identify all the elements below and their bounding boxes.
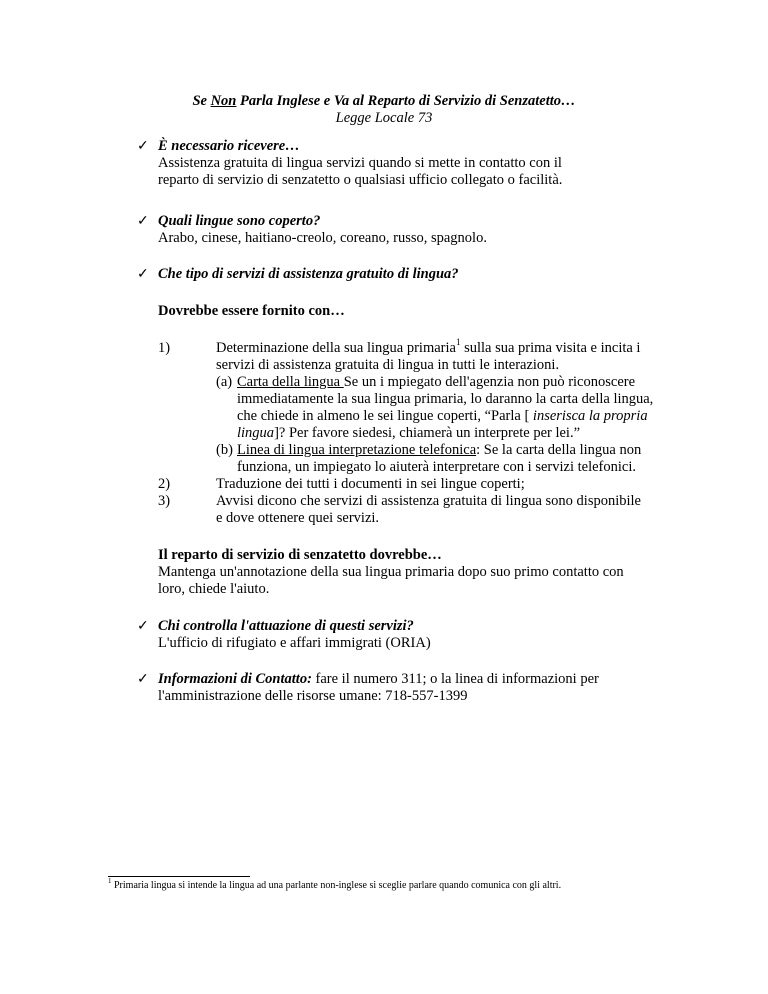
department-line2: loro, chiede l'aiuto. <box>158 581 270 597</box>
list-item-line: Avvisi dicono che servizi di assistenza gratuita di lingua sono disponibile <box>216 493 641 509</box>
footnote-ref: 1 <box>455 337 461 348</box>
list-item-line: servizi di assistenza gratuita di lingua in tutti le interazioni. <box>216 357 560 373</box>
title-underlined-word: Non <box>210 93 237 109</box>
section1-line1: Assistenza gratuita di lingua servizi quando si mette in contatto con il <box>158 155 562 171</box>
section2-answer: Arabo, cinese, haitiano-creolo, coreano, russo, spagnolo. <box>158 230 487 246</box>
list-item-number: 3) <box>158 493 171 509</box>
title-pre: Se <box>192 93 211 109</box>
department-line1: Mantenga un'annotazione della sua lingua primaria dopo suo primo contatto con <box>158 564 624 580</box>
checkmark-icon: ✓ <box>137 214 149 229</box>
checkmark-icon: ✓ <box>137 672 149 687</box>
section3-heading: Dovrebbe essere fornito con… <box>158 303 345 319</box>
checkmark-icon: ✓ <box>137 139 149 154</box>
section2-question: Quali lingue sono coperto? <box>158 213 321 229</box>
sub-item-a: (a) Carta della lingua Se un i mpiegato dell'agenzia non può riconoscere immediatamente la sua lingua primaria, lo daranno la carta della lingua, che chiede in almeno le sei lingue coperti, “Parla [ inserisca la propria lingua]? Per favore siedesi, chiamerà un interprete per lei.” <box>216 374 654 441</box>
footnote-divider <box>108 876 250 877</box>
document-title <box>0 93 768 110</box>
section4-answer: L'ufficio di rifugiato e affari immigrati (ORIA) <box>158 635 431 651</box>
section1-line2: reparto di servizio di senzatetto o qualsiasi ufficio collegato o facilità. <box>158 172 563 188</box>
checkmark-icon: ✓ <box>137 619 149 634</box>
section4-question: Chi controlla l'attuazione di questi servizi? <box>158 618 414 634</box>
checkmark-icon: ✓ <box>137 267 149 282</box>
list-item-line: e dove ottenere quei servizi. <box>216 510 380 526</box>
department-heading: Il reparto di servizio di senzatetto dovrebbe… <box>158 547 442 563</box>
telephone-interpretation-link: Linea di lingua interpretazione telefonica <box>237 442 477 458</box>
language-card-link: Carta della lingua <box>237 374 344 390</box>
contact-info-line2: l'amministrazione delle risorse umane: 718-557-1399 <box>158 688 468 704</box>
sub-item-b: (b) Linea di lingua interpretazione telefonica: Se la carta della lingua non funziona, un impiegato lo aiuterà interpretare con i servizi telefonici. <box>216 442 642 475</box>
footnote: $^1$ Primaria lingua si intende la lingua ad una parlante non-inglese si sceglie parlare quando comunica con gli altri. <box>108 876 562 891</box>
list-item-line: Determinazione della sua lingua primaria$^1$ sulla sua prima visita e incita i <box>216 337 641 356</box>
list-item-line: Traduzione dei tutti i documenti in sei lingue coperti; <box>216 476 525 492</box>
section3-question: Che tipo di servizi di assistenza gratuito di lingua? <box>158 266 459 282</box>
document-subtitle: Legge Locale 73 <box>335 110 433 126</box>
contact-info-line1: Informazioni di Contatto: fare il numero 311; o la linea di informazioni per <box>158 671 599 687</box>
list-item-number: 1) <box>158 340 171 356</box>
list-item-number: 2) <box>158 476 171 492</box>
title-post: Parla Inglese e Va al Reparto di Servizio di Senzatetto… <box>236 93 576 109</box>
section1-question: È necessario ricevere… <box>158 138 300 154</box>
